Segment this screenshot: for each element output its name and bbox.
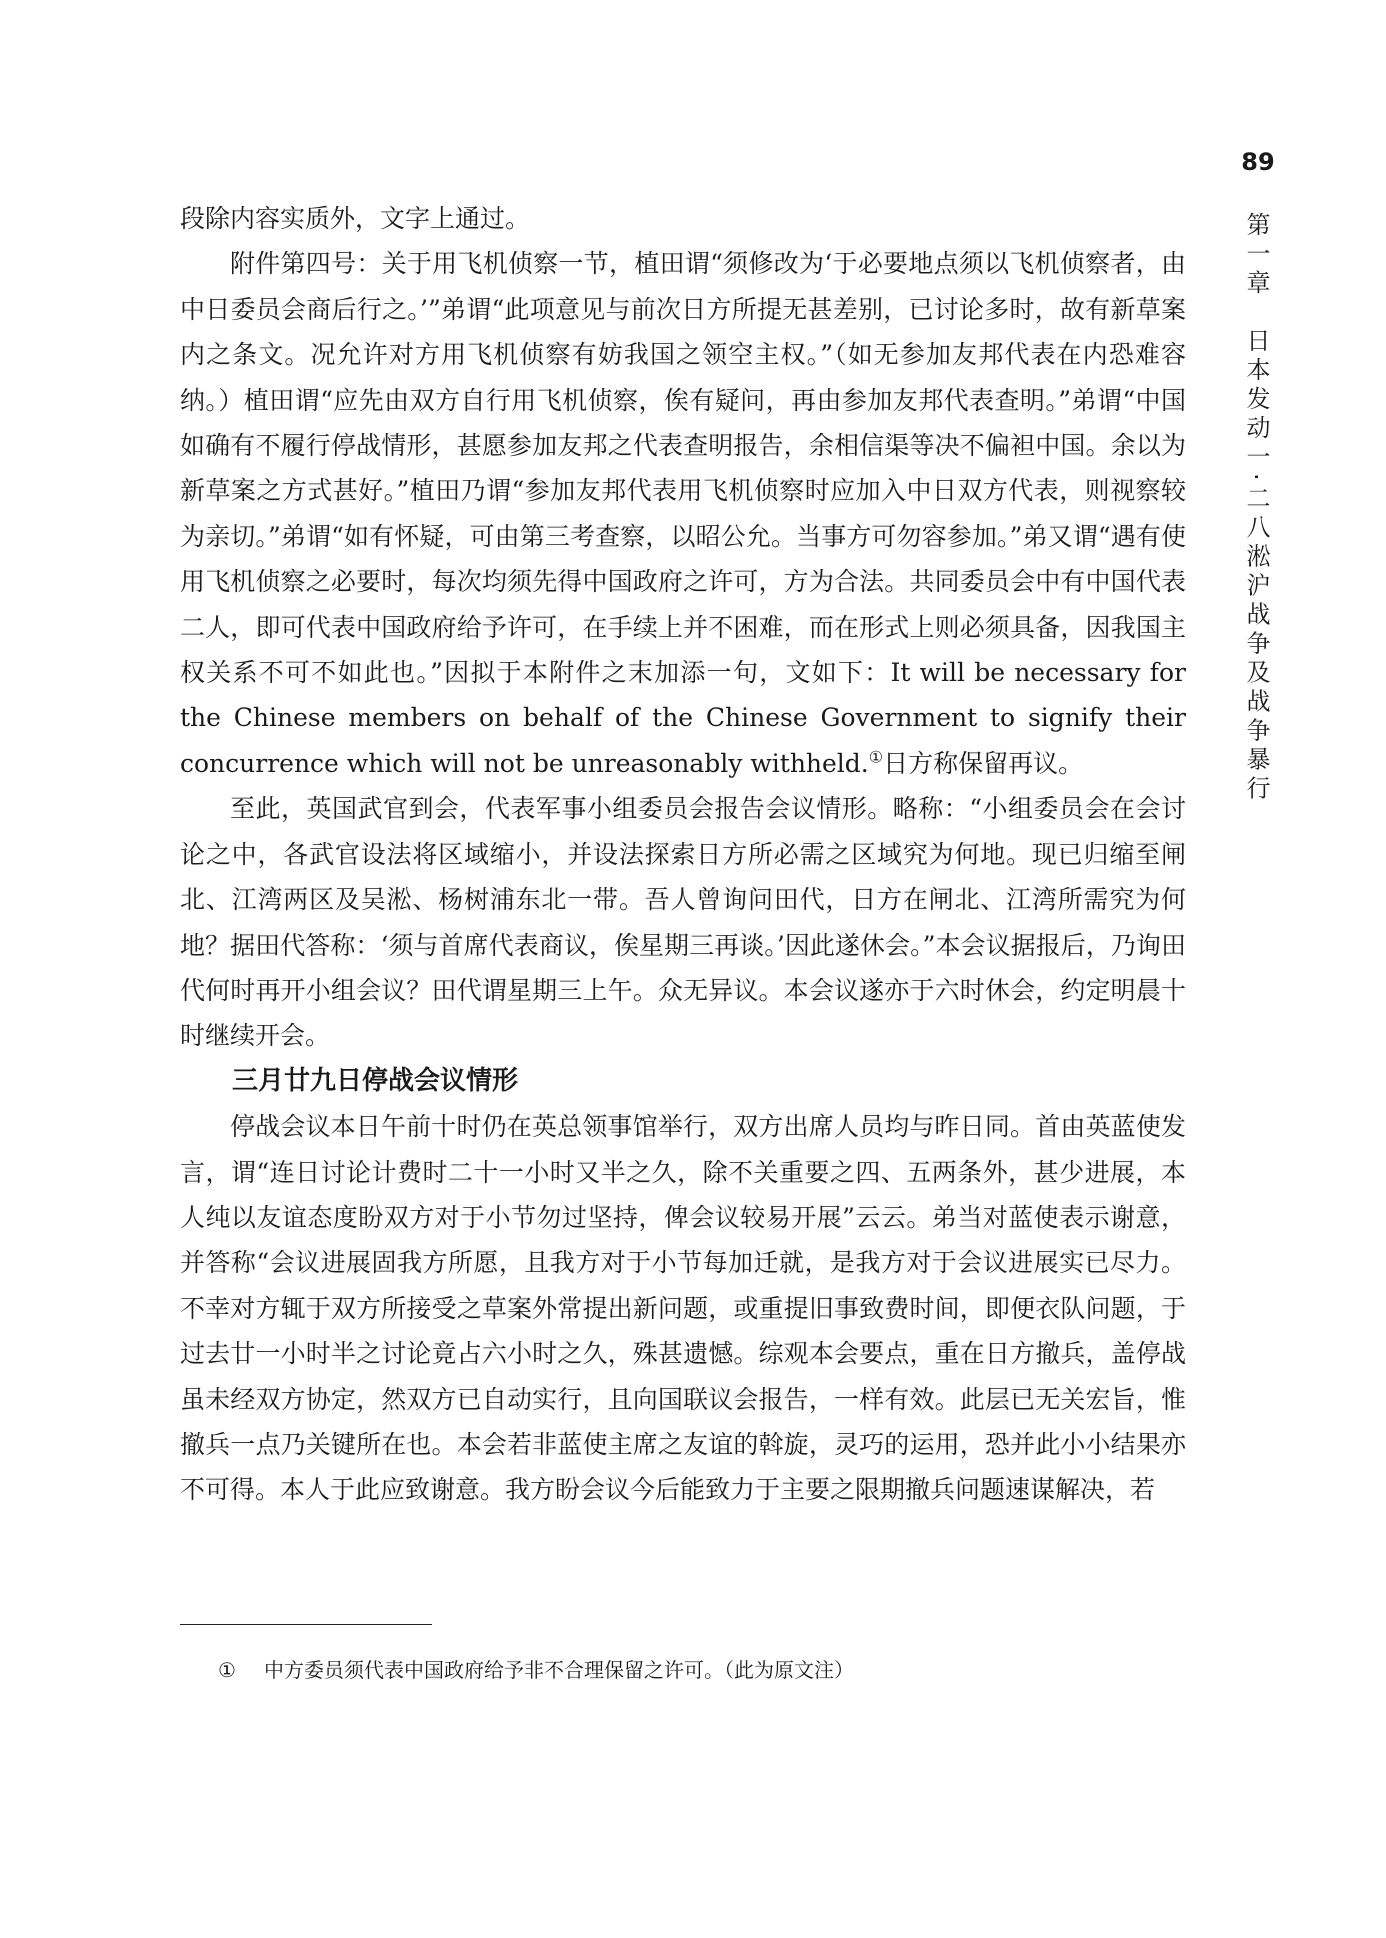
footnote-reference[interactable]: ①: [868, 747, 884, 767]
footnote-mark: ①: [218, 1658, 236, 1682]
paragraph-2-tail: 日方称保留再议。: [883, 748, 1084, 778]
paragraph-4: 停战会议本日午前十时仍在英总领事馆举行，双方出席人员均与昨日同。首由英蓝使发言，谓“连日讨论计费时二十一小时又半之久，除不关重要之四、五两条外，甚少进展，本人纯以友谊态度盼双方对于小节勿过坚持，俾会议较易开展”云云。弟当对蓝使表示谢意，并答称“会议进展固我方所愿，且我方对于小节每加迁就，是我方对于会议进展实已尽力。不幸对方辄于双方所接受之草案外常提出新问题，或重提旧事致费时间，即便衣队问题，于过去廿一小时半之讨论竟占六小时之久，殊甚遗憾。综观本会要点，重在日方撤兵，盖停战虽未经双方协定，然双方已自动实行，且向国联议会报告，一样有效。此层已无关宏旨，惟撤兵一点乃关键所在也。本会若非蓝使主席之友谊的斡旋，灵巧的运用，恐并此小小结果亦不可得。本人于此应致谢意。我方盼会议今后能致力于主要之限期撤兵问题速谋解决，若: [180, 1112, 1186, 1505]
paragraph-2-text: 附件第四号：关于用飞机侦察一节，植田谓“须修改为‘于必要地点须以飞机侦察者，由中日委员会商后行之。’”弟谓“此项意见与前次日方所提无甚差别，已讨论多时，故有新草案内之条文。况允许对方用飞机侦察有妨我国之领空主权。”（如无参加友邦代表在内恐难容纳。）植田谓“应先由双方自行用飞机侦察，俟有疑问，再由参加友邦代表查明。”弟谓“中国如确有不履行停战情形，甚愿参加友邦之代表查明报告，余相信渠等决不偏袒中国。余以为新草案之方式甚好。”植田乃谓“参加友邦代表用飞机侦察时应加入中日双方代表，则视察较为亲切。”弟谓“如有怀疑，可由第三考查察，以昭公允。当事方可勿容参加。”弟又谓“遇有使用飞机侦察之必要时，每次均须先得中国政府之许可，方为合法。共同委员会中有中国代表二人，即可代表中国政府给予许可，在手续上并不困难，而在形式上则必须具备，因我国主权关系不可不如此也。”因拟于本附件之末加添一句，文如下：It will be necessary for the Chinese members on behalf of the Chinese Government to signify their concurrence which will not be unreasonably withheld.: [180, 249, 1186, 778]
running-head: 第一章 日本发动一·二八淞沪战争及战争暴行: [1242, 212, 1270, 805]
page-number: 89: [1241, 148, 1275, 176]
section-heading: 三月廿九日停战会议情形: [232, 1065, 519, 1096]
paragraph-3: 至此，英国武官到会，代表军事小组委员会报告会议情形。略称：“小组委员会在会讨论之中，各武官设法将区域缩小，并设法探索日方所必需之区域究为何地。现已归缩至闸北、江湾两区及吴淞、杨树浦东北一带。吾人曾询问田代，日方在闸北、江湾所需究为何地？据田代答称：‘须与首席代表商议，俟星期三再谈。’因此遂休会。”本会议据报后，乃询田代何时再开小组会议？田代谓星期三上午。众无异议。本会议遂亦于六时休会，约定明晨十时继续开会。: [180, 794, 1186, 1051]
paragraph-2: [180, 241, 1186, 786]
paragraph-1: 段除内容实质外，文字上通过。: [180, 204, 531, 233]
body-text: [180, 196, 1186, 1513]
footnote-text: 中方委员须代表中国政府给予非不合理保留之许可。（此为原文注）: [264, 1658, 854, 1682]
footnote: [218, 1655, 1178, 1685]
footnote-rule: [180, 1624, 432, 1625]
